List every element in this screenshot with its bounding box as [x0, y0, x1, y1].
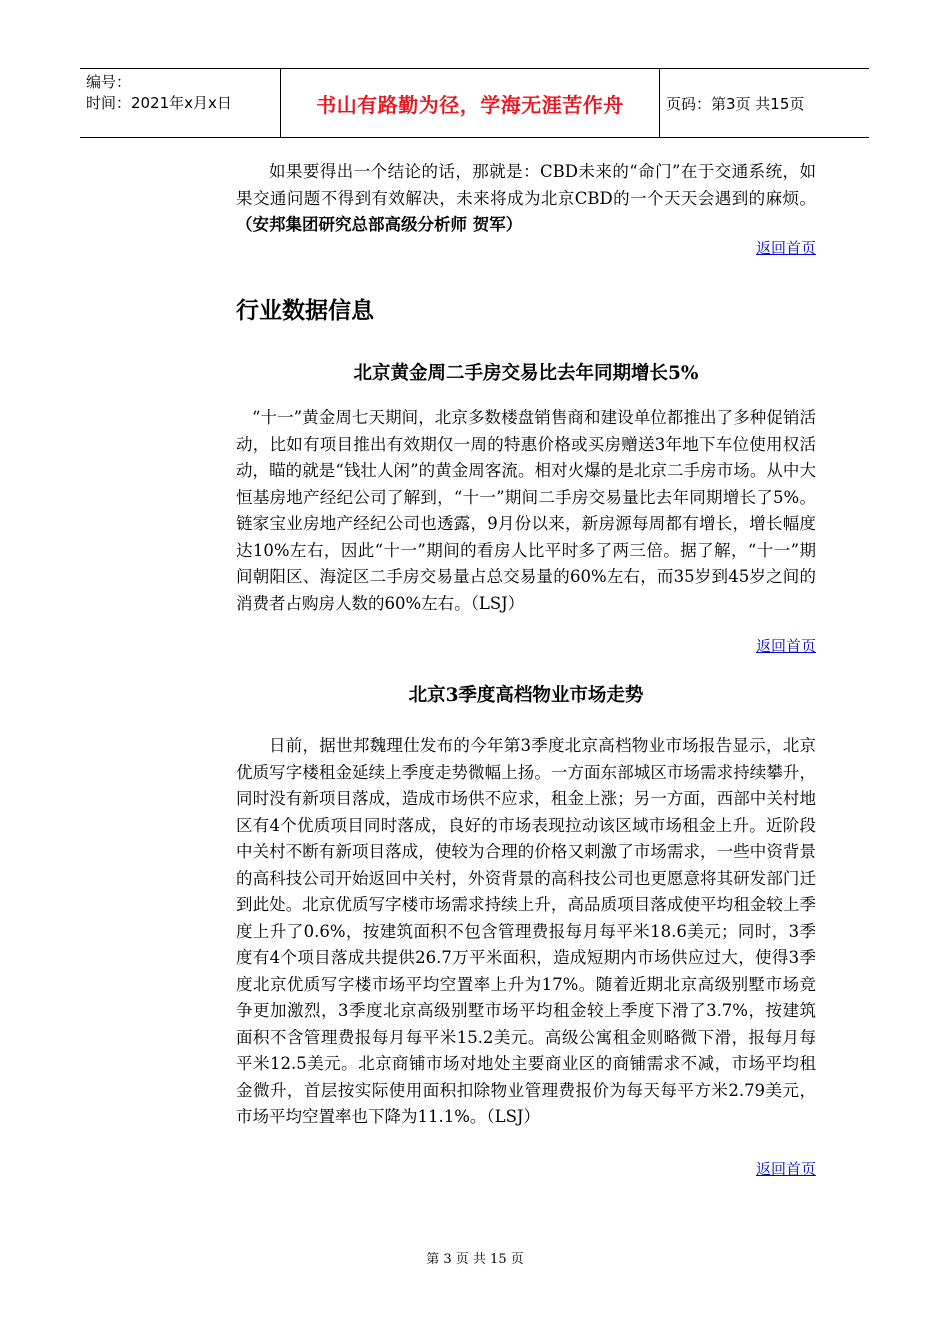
- article2-body: 日前，据世邦魏理仕发布的今年第3季度北京高档物业市场报告显示，北京优质写字楼租金延续上季度走势微幅上扬。一方面东部城区市场需求持续攀升，同时没有新项目落成，造成市场供不应求，租金上涨；另一方面，西部中关村地区有4个优质项目同时落成，良好的市场表现拉动该区域市场租金上升。近阶段中关村不断有新项目落成，使较为合理的价格又刺激了市场需求，一些中资背景的高科技公司开始返回中关村，外资背景的高科技公司也更愿意将其研发部门迁到此处。北京优质写字楼市场需求持续上升，高品质项目落成使平均租金较上季度上升了0.6%，按建筑面积不包含管理费报每月每平米18.6美元；同时，3季度有4个项目落成共提供26.7万平米面积，造成短期内市场供应过大，使得3季度北京优质写字楼市场平均空置率上升为17%。随着近期北京高级别墅市场竞争更加激烈，3季度北京高级别墅市场平均租金较上季度下滑了3.7%，按建筑面积不含管理费报每月每平米15.2美元。高级公寓租金则略微下滑，报每月每平米12.5美元。北京商铺市场对地处主要商业区的商铺需求不减，市场平均租金微升，首层按实际使用面积扣除物业管理费报价为每天每平方米2.79美元，市场平均空置率也下降为11.1%。（LSJ）: [236, 736, 816, 1126]
- header-motto: 书山有路勤为径，学海无涯苦作舟: [281, 69, 660, 137]
- intro-text: 如果要得出一个结论的话，那就是：CBD未来的“命门”在于交通系统，如果交通问题不得到有效解决，未来将成为北京CBD的一个天天会遇到的麻烦。: [236, 162, 816, 208]
- back-to-home-link-1[interactable]: 返回首页: [755, 239, 816, 257]
- header-page-info: 页码：第3页 共15页: [666, 94, 805, 113]
- back-to-home-link-2[interactable]: 返回首页: [755, 637, 816, 655]
- intro-author: （安邦集团研究总部高级分析师 贺军）: [236, 215, 523, 234]
- intro-paragraph: [236, 159, 816, 239]
- header-meta: [80, 69, 281, 137]
- date-label: 时间：2021年x月x日: [86, 94, 232, 112]
- article1-body: “十一”黄金周七天期间，北京多数楼盘销售商和建设单位都推出了多种促销活动，比如有项目推出有效期仅一周的特惠价格或买房赠送3年地下车位使用权活动，瞄的就是“钱壮人闲”的黄金周客流。相对火爆的是北京二手房市场。从中大恒基房地产经纪公司了解到，“十一”期间二手房交易量比去年同期增长了5%。链家宝业房地产经纪公司也透露，9月份以来，新房源每周都有增长，增长幅度达10%左右，因此“十一”期间的看房人比平时多了两三倍。据了解，“十一”期间朝阳区、海淀区二手房交易量占总交易量的60%左右，而35岁到45岁之间的消费者占购房人数的60%左右。（LSJ）: [236, 408, 816, 613]
- page-header: [80, 68, 869, 138]
- article1-title: 北京黄金周二手房交易比去年同期增长5%: [353, 363, 699, 384]
- back-to-home-link-3[interactable]: 返回首页: [755, 1160, 816, 1178]
- article2-title: 北京3季度高档物业市场走势: [408, 685, 644, 706]
- section-title: 行业数据信息: [236, 298, 374, 324]
- number-label: 编号：: [86, 73, 132, 91]
- page-footer: 第 3 页 共 15 页: [426, 1252, 524, 1267]
